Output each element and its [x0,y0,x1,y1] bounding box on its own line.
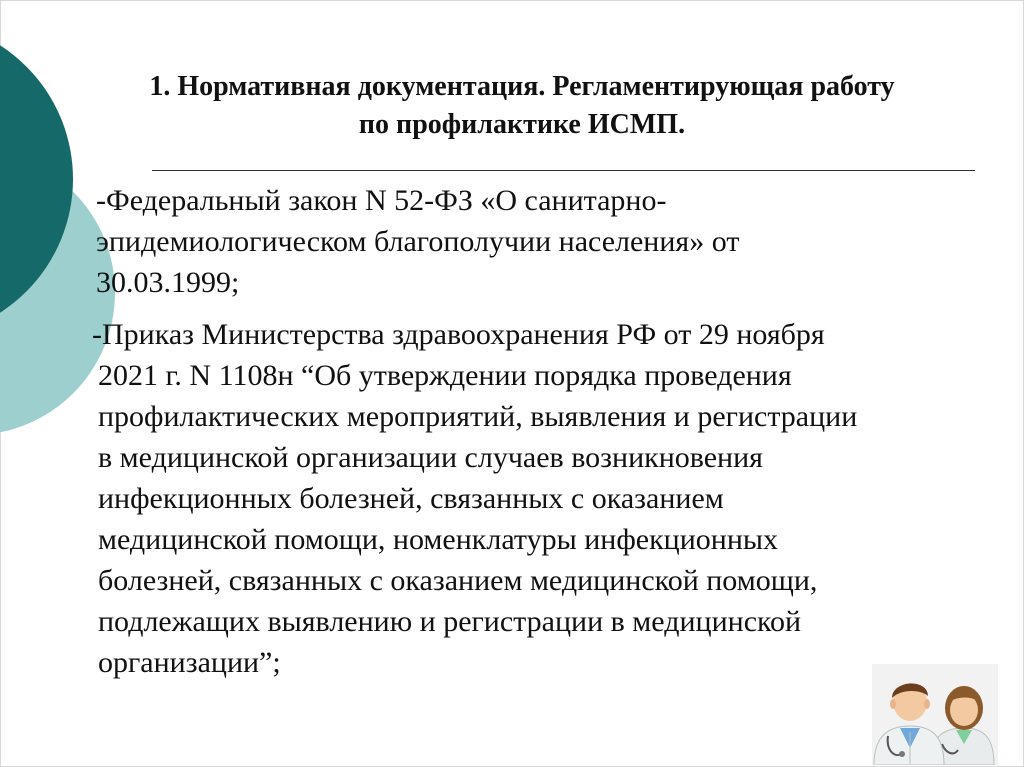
text-line: инфекционных болезней, связанных с оказанием [98,482,724,515]
slide-title [52,68,992,144]
title-line: 1. Нормативная документация. Регламентирующая работу [149,71,895,102]
text-line: 30.03.1999; [96,266,240,299]
text-line: -Приказ Министерства здравоохранения РФ от 29 ноября [92,318,825,351]
title-underline [152,170,975,171]
text-line: -Федеральный закон N 52-ФЗ «О санитарно- [96,184,667,217]
text-line: болезней, связанных с оказанием медицинской помощи, [98,564,818,597]
doctors-icon [872,664,998,765]
text-line: 2021 г. N 1108н “Об утверждении порядка проведения [98,359,792,392]
law-item-order [92,314,857,683]
text-line: организации”; [98,646,281,679]
text-line: в медицинской организации случаев возникновения [98,441,763,474]
text-line: подлежащих выявлению и регистрации в медицинской [98,605,802,638]
title-line: по профилактике ИСМП. [358,109,686,140]
text-line: эпидемиологическом благополучии населения» от [96,225,740,258]
law-item-federal [96,180,739,303]
text-line: профилактических мероприятий, выявления и регистрации [98,400,858,433]
text-line: медицинской помощи, номенклатуры инфекционных [98,523,779,556]
